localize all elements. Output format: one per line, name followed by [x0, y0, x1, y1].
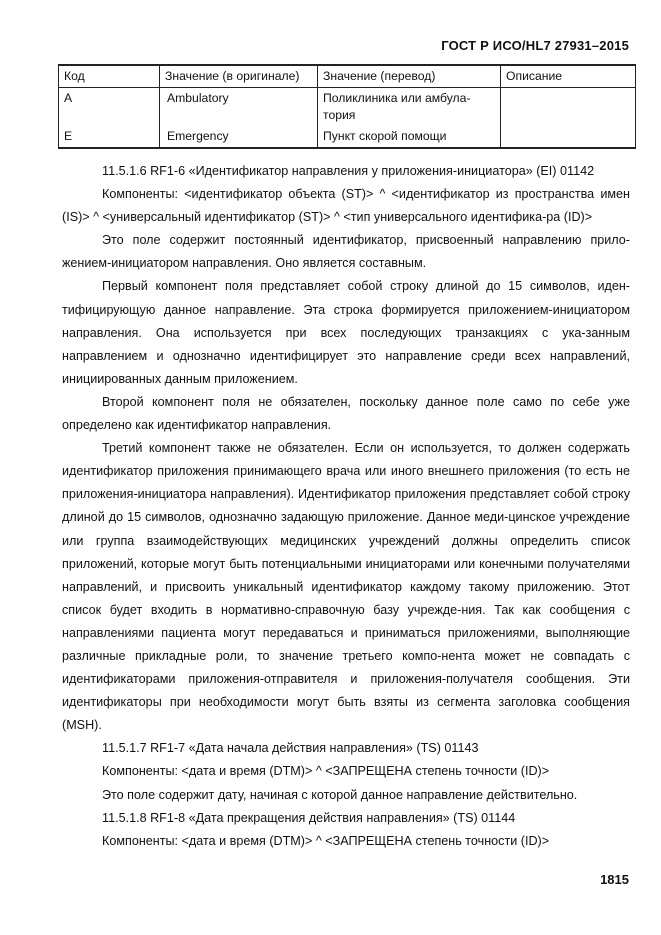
cell-original: Ambulatory [160, 88, 318, 127]
section-heading-rf1-6: 11.5.1.6 RF1-6 «Идентификатор направления у приложения-инициатора» (EI) 01142 [102, 164, 595, 178]
cell-description [501, 88, 636, 127]
cell-translation: Пункт скорой помощи [318, 126, 501, 148]
section-heading-rf1-7: 11.5.1.7 RF1-7 «Дата начала действия направления» (TS) 01143 [102, 741, 479, 756]
column-header-code: Код [59, 65, 160, 88]
paragraph: Третий компонент также не обязателен. Если он используется, то должен содержать идентификатор приложения принимающего врача или иного внешнего приложения (то есть не приложения-инициатора направления). Идентификатор приложения представляет собой строку длиной до 15 символов, однозначно задающую приложение. Данное меди-цинское учреждение или группа взаимодействующих медицинских учреждений должны определить список приложений, которые могут быть потенциальными инициаторами или конечными получателями направлений, и присвоить уникальный идентификатор каждому такому приложению. Этот список будет входить в нормативно-справочную базу учрежде-ния. Так как сообщения с направлениями пациента могут передаваться и приниматься приложениями, выполняющие различные прикладные роли, то значение третьего компо-нента может не совпадать с идентификаторами приложения-отправителя и приложения-получателя сообщения. Эти идентификаторы при необходимости могут быть взяты из сегмента заголовка сообщения (MSH). [62, 441, 630, 733]
paragraph: Это поле содержит дату, начиная с которой данное направление действительно. [102, 787, 578, 802]
cell-translation: Поликлиника или амбула-тория [318, 88, 501, 127]
cell-code: A [59, 88, 160, 127]
page-number: 1815 [600, 872, 629, 887]
document-body [62, 160, 630, 853]
components-rf1-7: Компоненты: <дата и время (DTM)> ^ <ЗАПРЕЩЕНА степень точности (ID)> [102, 764, 550, 779]
components-rf1-8: Компоненты: <дата и время (DTM)> ^ <ЗАПРЕЩЕНА степень точности (ID)> [102, 833, 550, 848]
document-header: ГОСТ Р ИСО/HL7 27931–2015 [441, 38, 629, 53]
column-header-description: Описание [501, 65, 636, 88]
paragraph: Второй компонент поля не обязателен, поскольку данное поле само по себе уже определено как идентификатор направления. [62, 394, 630, 433]
paragraph: Это поле содержит постоянный идентификатор, присвоенный направлению прило-жением-инициатором направления. Оно является составным. [62, 233, 630, 271]
section-heading-rf1-8: 11.5.1.8 RF1-8 «Дата прекращения действия направления» (TS) 01144 [102, 810, 516, 825]
code-table [58, 64, 636, 149]
column-header-translation: Значение (перевод) [318, 65, 501, 88]
components-rf1-6: Компоненты: <идентификатор объекта (ST)> ^ <идентификатор из пространства имен (IS)> ^ <универсальный идентификатор (ST)> ^ <тип универсального идентифика-ра (ID)> [62, 187, 630, 225]
cell-code: E [59, 126, 160, 148]
table-row [59, 88, 636, 127]
table-row [59, 126, 636, 148]
column-header-original: Значение (в оригинале) [160, 65, 318, 88]
cell-description [501, 126, 636, 148]
table-header-row [59, 65, 636, 88]
cell-original: Emergency [160, 126, 318, 148]
paragraph: Первый компонент поля представляет собой строку длиной до 15 символов, иден-тифицирующую данное направление. Эта строка формируется приложением-инициатором направления. Она используется при всех последующих транзакциях с ука-занным направлением и однозначно идентифицирует это направление среди всех направлений, инициированных данным приложением. [62, 279, 630, 386]
